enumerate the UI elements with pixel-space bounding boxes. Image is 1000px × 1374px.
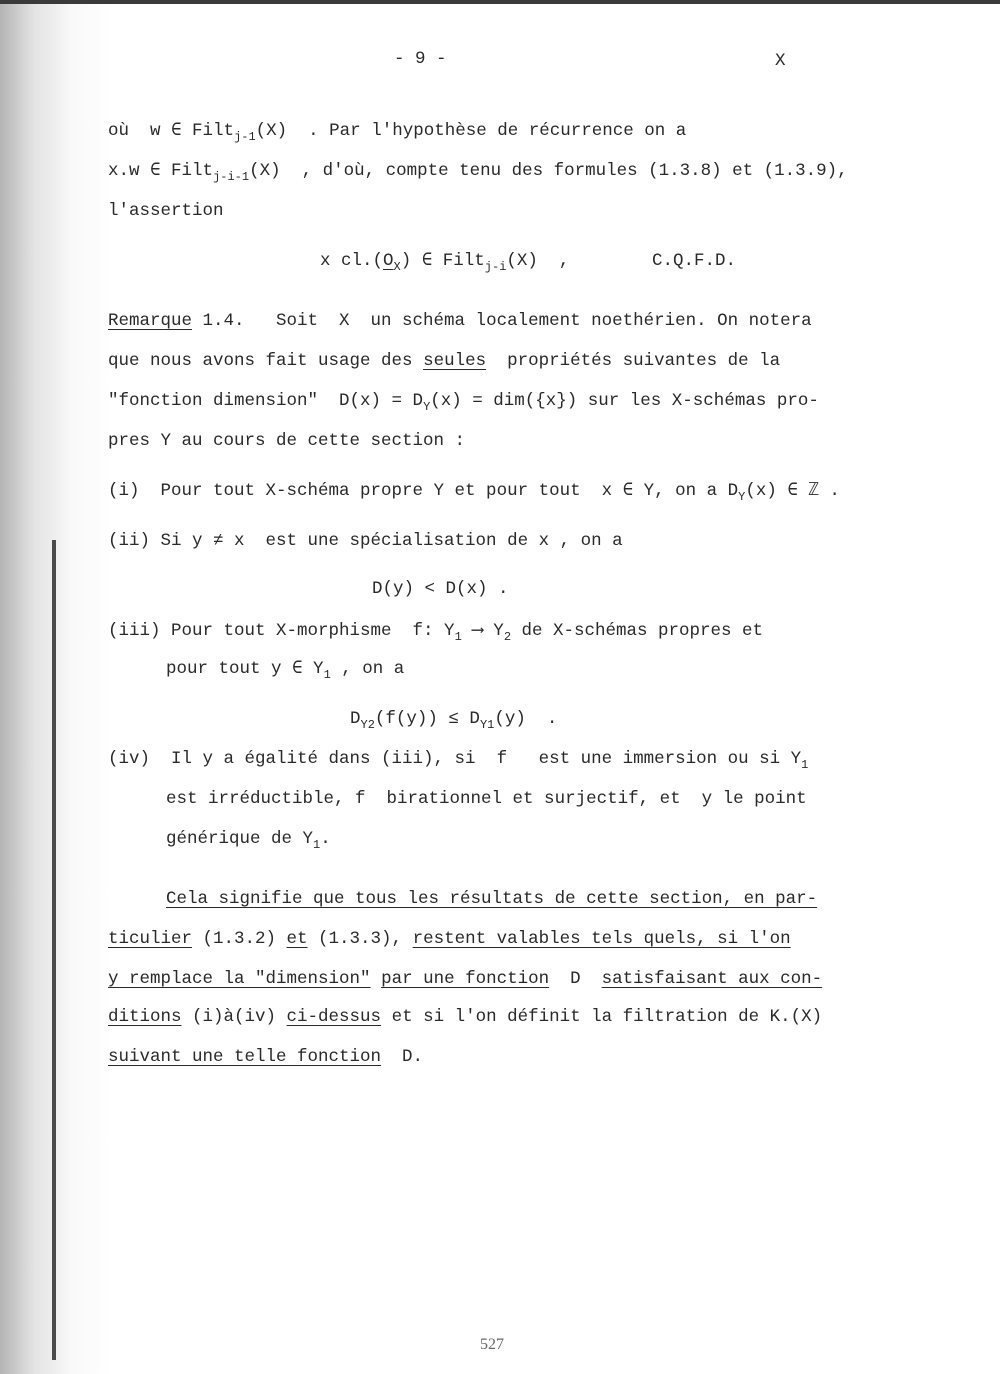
paragraph-line-4: ditions (i)à(iv) ci-dessus et si l'on définit la filtration de K.(X) [108,1007,823,1027]
chapter-mark: X [775,51,786,71]
text-line-7: "fonction dimension" $D(x) = D_Y(x) = dim(\{x\})$ sur les X-schémas pro- [108,391,819,414]
paragraph-line-1: Cela signifie que tous les résultats de cette section, en par- [166,889,818,909]
property-iv: (iv) Il y a égalité dans (iii), si f est une immersion ou si $Y_1$ [108,749,809,772]
property-ii: (ii) Si y ≠ x est une spécialisation de x , on a [108,531,623,551]
text-line-3: l'assertion [108,201,224,221]
formula-iii: $D_{Y2}(f(y)) \le D_{Y1}(y)$ . [350,709,558,732]
property-iv-line-2: est irréductible, f birationnel et surjectif, et y le point [166,789,807,809]
paragraph-line-2: ticulier (1.3.2) et (1.3.3), restent valables tels quels, si l'on [108,929,791,949]
property-iii-line-2: pour tout y ∈ $Y_1$ , on a [166,659,405,682]
text-line-8: pres Y au cours de cette section : [108,431,466,451]
paragraph-line-3: y remplace la "dimension" par une fonction D satisfaisant aux con- [108,969,823,989]
binding-edge [52,540,56,1360]
property-i: (i) Pour tout X-schéma propre Y et pour tout x ∈ Y, on a $D_Y(x)$ ∈ ℤ . [108,481,840,504]
qed-mark: C.Q.F.D. [652,251,737,271]
folio-number: 527 [480,1336,504,1353]
paragraph-line-5: suivant une telle fonction D. [108,1047,424,1067]
formula-ii: D(y) < D(x) . [372,579,509,599]
text-line-1: où w ∈ Filt$_{j-1}$(X) . Par l'hypothèse de récurrence on a [108,121,687,144]
property-iv-line-3: générique de $Y_1$. [166,829,331,852]
top-edge [0,0,1000,4]
text-line-2: x.w ∈ Filt$_{j-i-1}$(X) , d'où, compte tenu des formules (1.3.8) et (1.3.9), [108,161,848,184]
property-iii: (iii) Pour tout X-morphisme f: $Y_1$ ⟶ $Y_2$ de X-schémas propres et [108,621,764,644]
binding-shadow [0,0,70,1374]
page-number: - 9 - [394,49,447,69]
text-line-6: que nous avons fait usage des seules propriétés suivantes de la [108,351,781,371]
formula-assertion: x $cl.(O_X)$ ∈ Filt$_{j-i}$(X) , [320,251,570,274]
remark-heading-line: Remarque 1.4. Soit X un schéma localement noethérien. On notera [108,311,812,331]
